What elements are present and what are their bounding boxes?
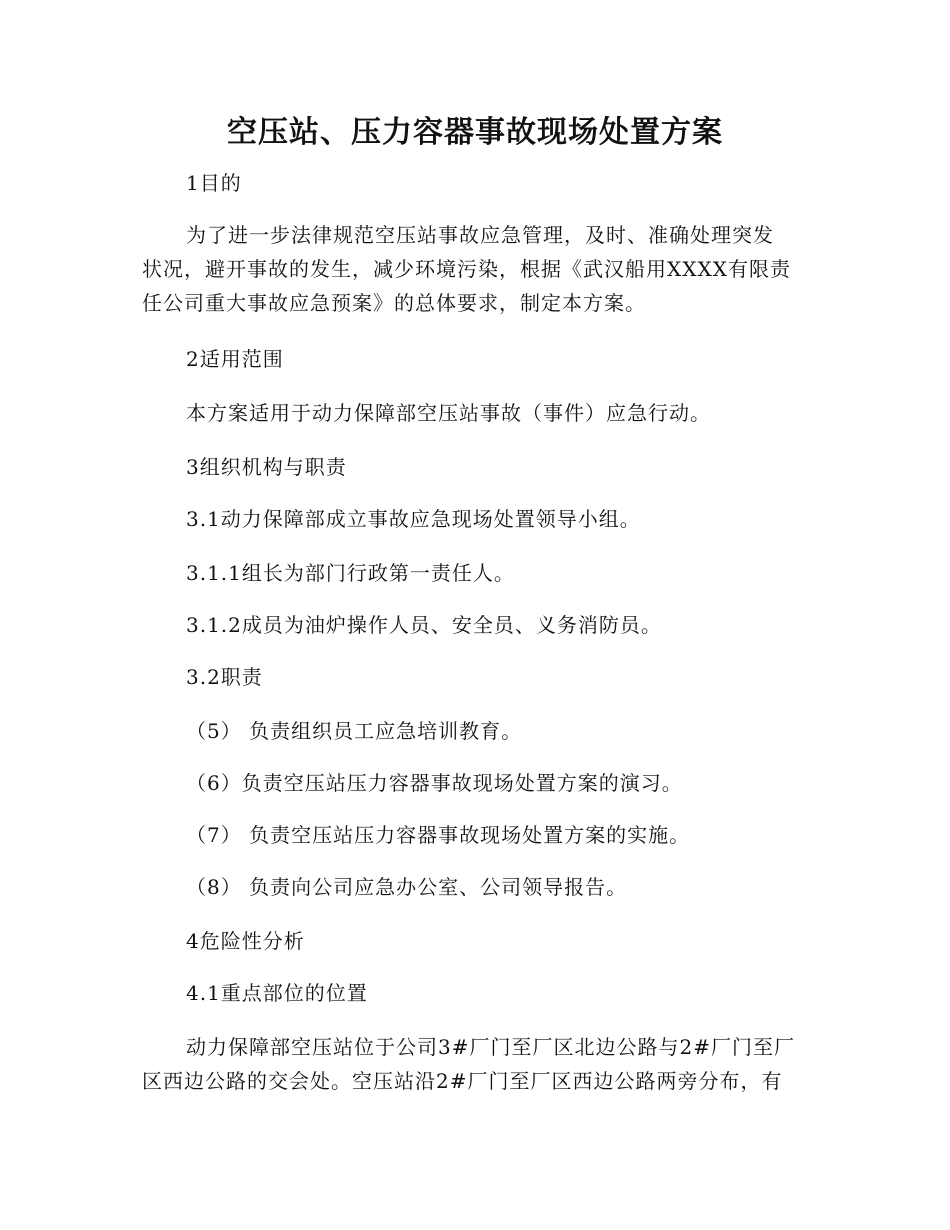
clause-3-1: 3.1动力保障部成立事故应急现场处置领导小组。	[186, 507, 641, 531]
section-heading-risk: 4危险性分析	[186, 929, 305, 953]
duty-item-8: （8） 负责向公司应急办公室、公司领导报告。	[186, 875, 628, 899]
paragraph-purpose	[142, 218, 807, 320]
paragraph-line: 动力保障部空压站位于公司3#厂门至厂区北边公路与2#厂门至厂	[186, 1035, 795, 1059]
paragraph-line: 为了进一步法律规范空压站事故应急管理，及时、准确处理突发	[186, 223, 774, 247]
clause-4-1: 4.1重点部位的位置	[186, 981, 368, 1005]
duty-item-6: （6）负责空压站压力容器事故现场处置方案的演习。	[186, 771, 683, 795]
paragraph-line: 任公司重大事故应急预案》的总体要求，制定本方案。	[142, 291, 646, 315]
duty-item-7: （7） 负责空压站压力容器事故现场处置方案的实施。	[186, 823, 691, 847]
section-heading-duties: 3.2职责	[186, 665, 263, 689]
section-heading-scope: 2适用范围	[186, 347, 284, 371]
paragraph-line: 区西边公路的交会处。空压站沿2#厂门至厂区西边公路两旁分布，有	[142, 1069, 783, 1093]
clause-3-1-1: 3.1.1组长为部门行政第一责任人。	[186, 561, 515, 585]
clause-3-1-2: 3.1.2成员为油炉操作人员、安全员、义务消防员。	[186, 613, 662, 637]
duty-item-5: （5） 负责组织员工应急培训教育。	[186, 719, 523, 743]
section-heading-purpose: 1目的	[186, 171, 242, 195]
paragraph-line: 状况，避开事故的发生，减少环境污染，根据《武汉船用XXXX有限责	[142, 257, 791, 281]
paragraph-scope: 本方案适用于动力保障部空压站事故（事件）应急行动。	[186, 401, 711, 425]
document-title: 空压站、压力容器事故现场处置方案	[227, 115, 723, 150]
section-heading-organization: 3组织机构与职责	[186, 455, 347, 479]
paragraph-location	[142, 1030, 807, 1098]
